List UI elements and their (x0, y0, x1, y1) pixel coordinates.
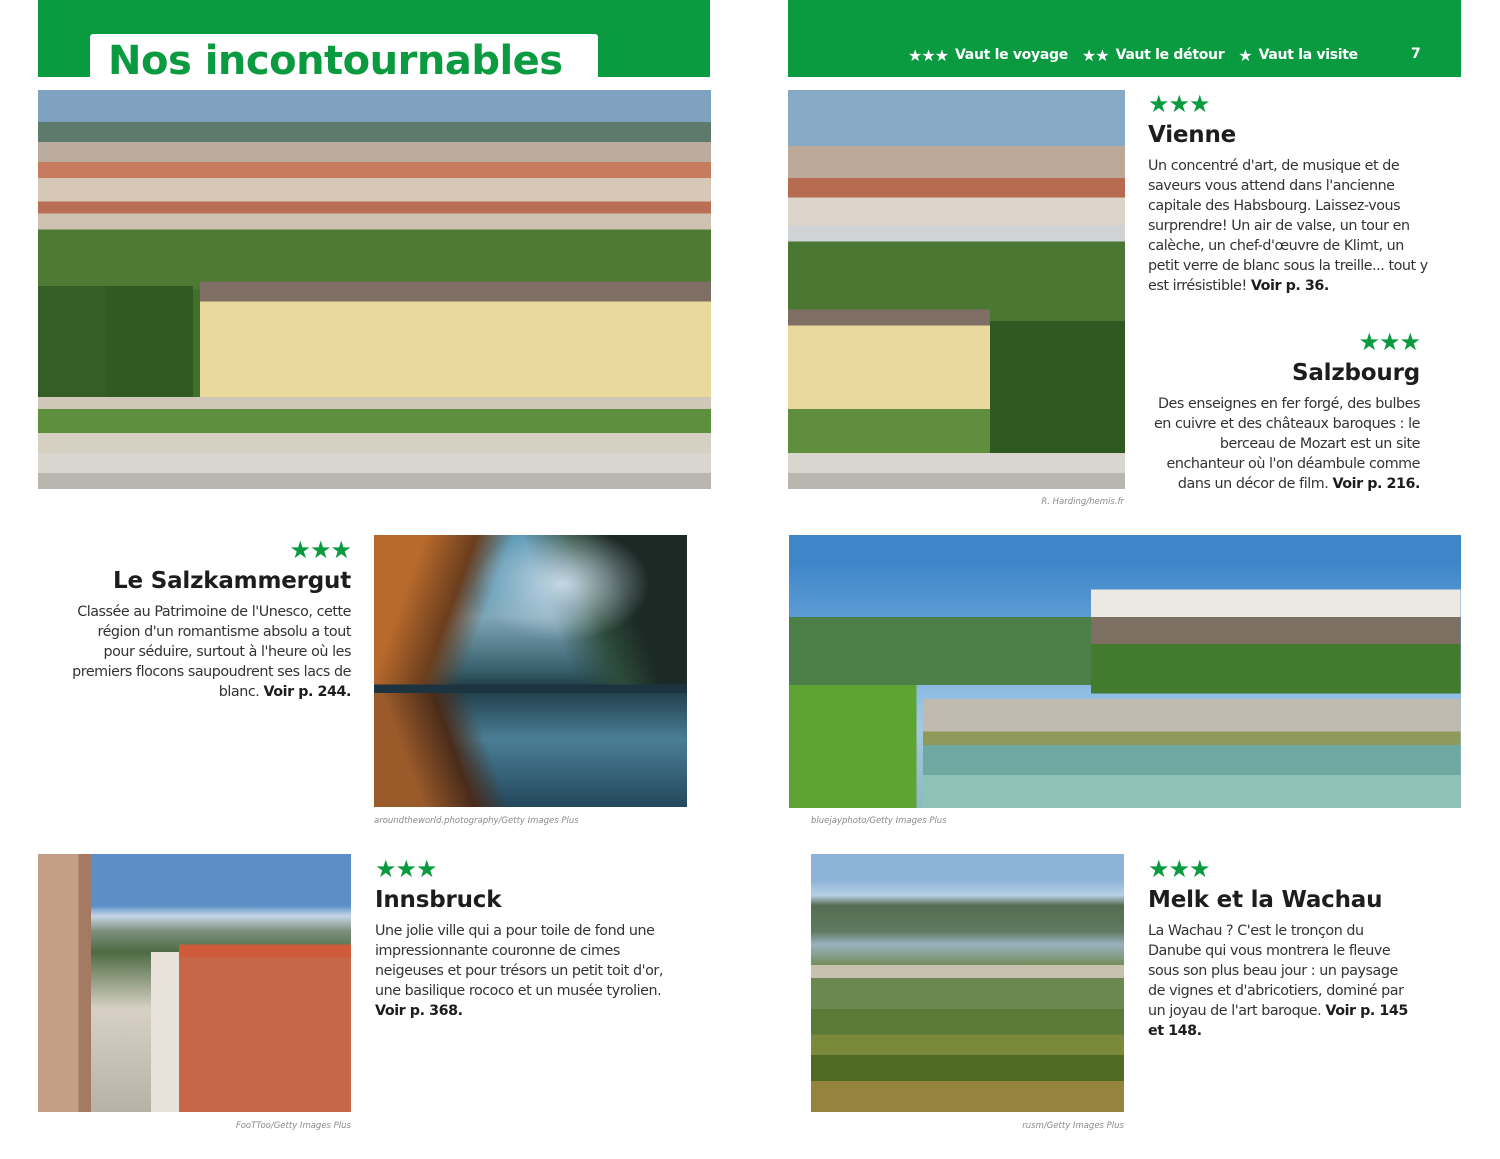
legend-label-voyage: Vaut le voyage (955, 47, 1068, 63)
page-title: Nos incontournables (108, 38, 563, 84)
page-reference: Voir p. 216. (1332, 475, 1420, 492)
rating-legend (908, 44, 1372, 66)
entry-salzkammergut (70, 538, 351, 702)
three-stars-icon: ★★★ (289, 536, 351, 564)
page-reference: Voir p. 244. (263, 683, 351, 700)
entry-description: Des enseignes en fer forgé, des bulbes en cuivre et des châteaux baroques : le berceau de Mozart est un site enchanteur où l'on déambule comme dans un décor de film. Voir p. 216. (1153, 395, 1420, 492)
photo-credit-wachau: rusm/Getty Images Plus (1022, 1121, 1124, 1131)
entry-description: Un concentré d'art, de musique et de saveurs vous attend dans l'ancienne capitale des Habsbourg. Laissez-vous surprendre! Un air de valse, un tour en calèche, un chef-d'œuvre de Klimt, un petit verre de blanc sous la treille... tout y est irrésistible! Voir p. 36. (1148, 157, 1428, 294)
photo-schonbrunn (38, 90, 711, 489)
page-reference: Voir p. 145 et 148. (1148, 1002, 1408, 1039)
entry-description: Une jolie ville qui a pour toile de fond une impressionnante couronne de cimes neigeuses et pour trésors un petit toit d'or, une basilique rococo et un musée tyrolien. Voir p. 368. (375, 922, 663, 1019)
entry-title: Le Salzkammergut (113, 568, 351, 594)
three-stars-icon: ★★★ (908, 45, 949, 65)
entry-title: Salzbourg (1291, 360, 1420, 386)
entry-description: Classée au Patrimoine de l'Unesco, cette région d'un romantisme absolu a tout pour séduire, surtout à l'heure où les premiers flocons saupoudrent ses lacs de blanc. Voir p. 244. (72, 603, 351, 700)
one-star-icon: ★ (1238, 45, 1252, 65)
three-stars-icon: ★★★ (1358, 328, 1420, 356)
entry-wachau (1148, 857, 1413, 1041)
photo-salzbourg (789, 535, 1461, 808)
photo-salzkammergut (374, 535, 687, 807)
photo-credit-salzkammergut: aroundtheworld.photography/Getty Images Plus (374, 816, 579, 826)
legend-label-detour: Vaut le détour (1115, 47, 1225, 63)
photo-credit-salzbourg: bluejayphoto/Getty Images Plus (811, 816, 947, 826)
entry-title: Innsbruck (375, 887, 502, 913)
three-stars-icon: ★★★ (375, 855, 437, 883)
entry-title: Melk et la Wachau (1148, 887, 1383, 913)
three-stars-icon: ★★★ (1148, 90, 1210, 118)
photo-innsbruck (38, 854, 351, 1112)
photo-credit-vienne: R. Harding/hemis.fr (1041, 497, 1124, 507)
entry-salzbourg (1140, 330, 1420, 494)
three-stars-icon: ★★★ (1148, 855, 1210, 883)
entry-description: La Wachau ? C'est le tronçon du Danube qui vous montrera le fleuve sous son plus beau jour : un paysage de vignes et d'abricotiers, dominé par un joyau de l'art baroque. Voir p. 145 et 148. (1148, 922, 1408, 1039)
two-stars-icon: ★★ (1081, 45, 1109, 65)
page-reference: Voir p. 36. (1250, 277, 1329, 294)
photo-wachau (811, 854, 1124, 1112)
page-number: 7 (1411, 46, 1421, 62)
photo-vienne (788, 90, 1125, 489)
photo-credit-innsbruck: FooTToo/Getty Images Plus (235, 1121, 351, 1131)
page-reference: Voir p. 368. (375, 1002, 463, 1019)
entry-title: Vienne (1148, 122, 1237, 148)
legend-label-visite: Vaut la visite (1258, 47, 1358, 63)
entry-innsbruck (375, 857, 685, 1021)
entry-vienne (1148, 92, 1438, 296)
